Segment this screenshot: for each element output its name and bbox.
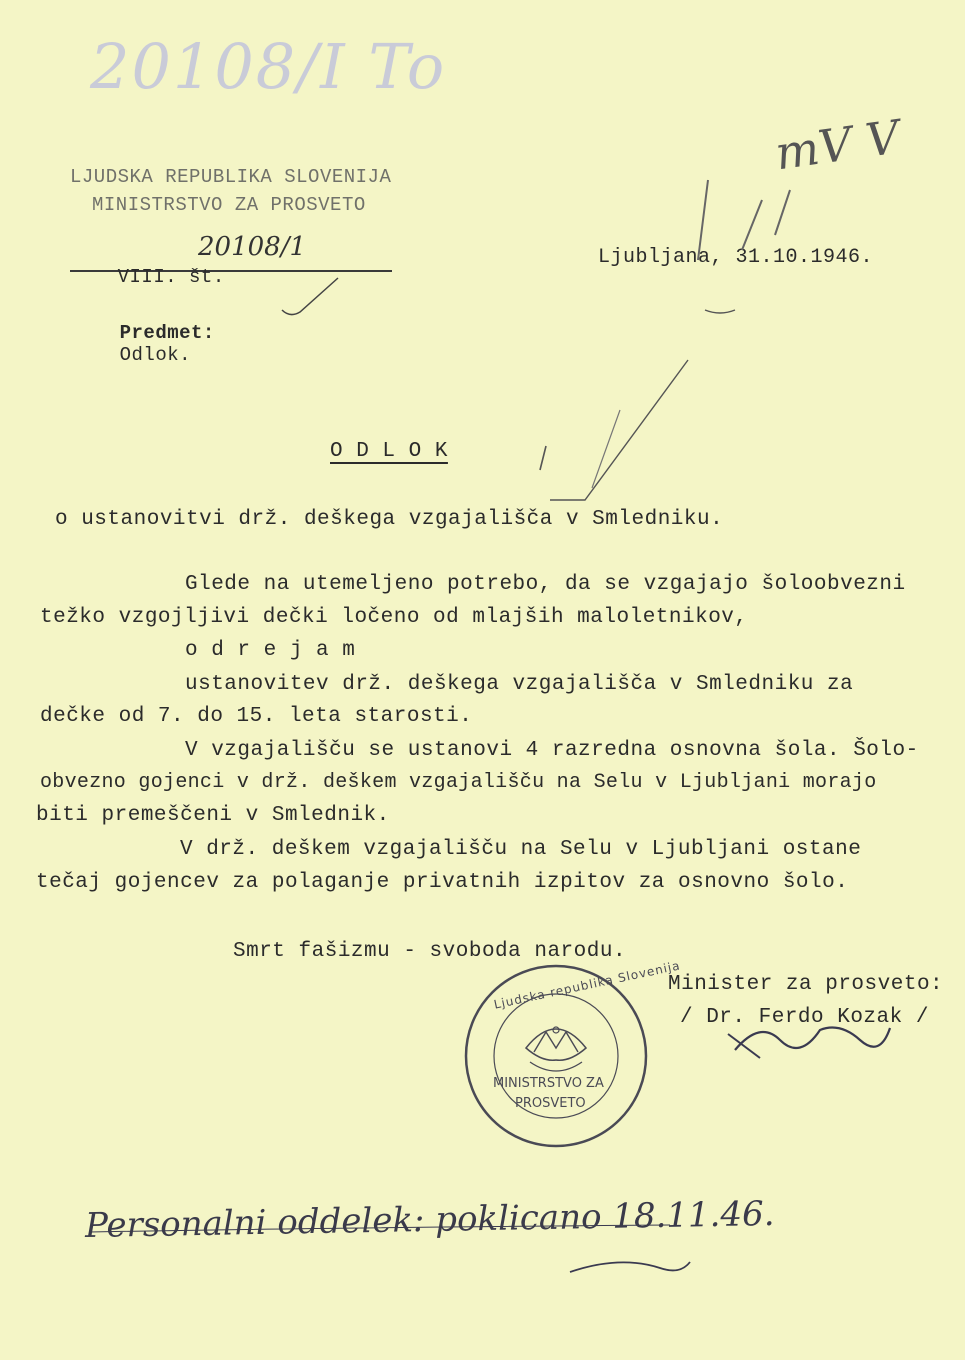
body-line: ustanovitev drž. deškega vzgajališča v Smledniku za [185,673,854,696]
stamp-center-line1: MINISTRSTVO ZA [493,1076,604,1091]
handwritten-bottom-note: Personalni oddelek: poklicano 18.11.46. [84,1193,775,1247]
document-title: O D L O K [330,440,448,463]
body-line: biti premeščeni v Smlednik. [36,804,390,827]
body-line: tečaj gojencev za polaganje privatnih izpitov za osnovno šolo. [36,871,849,894]
body-line: V vzgajališču se ustanovi 4 razredna osnovna šola. Šolo- [185,739,919,762]
handwritten-reference-number: 20108/1 [198,232,307,262]
closing-salutation: Smrt fašizmu - svoboda narodu. [233,940,627,963]
signature-title: Minister za prosveto: [668,973,944,996]
subject-label: Predmet: [119,322,215,344]
document-subtitle: o ustanovitvi drž. deškega vzgajališča v Smledniku. [55,508,724,531]
handwritten-mark-top-right: mV V [771,109,903,181]
body-line: V drž. deškem vzgajališču na Selu v Ljubljani ostane [180,838,862,861]
stamp-ring-text: Ljudska republika Slovenija [492,958,682,1012]
reference-label: VIII. št. [117,266,225,288]
org-name-line2: MINISTRSTVO ZA PROSVETO [92,194,366,216]
body-line-decree: o d r e j a m [185,639,356,662]
signature-name: / Dr. Ferdo Kozak / [680,1006,929,1029]
stamp-center-line2: PROSVETO [515,1096,586,1111]
document-date: Ljubljana, 31.10.1946. [598,246,874,269]
body-line: Glede na utemeljeno potrebo, da se vzgajajo šoloobvezni [185,573,906,596]
body-line: obvezno gojenci v drž. deškem vzgajališču na Selu v Ljubljani morajo [40,771,877,794]
org-name-line1: LJUDSKA REPUBLIKA SLOVENIJA [70,166,392,188]
body-line: težko vzgojljivi dečki ločeno od mlajših maloletnikov, [40,606,748,629]
handwritten-archive-number: 20108/I To [90,30,447,103]
body-line: dečke od 7. do 15. leta starosti. [40,705,473,728]
subject-value: Odlok. [119,344,192,366]
